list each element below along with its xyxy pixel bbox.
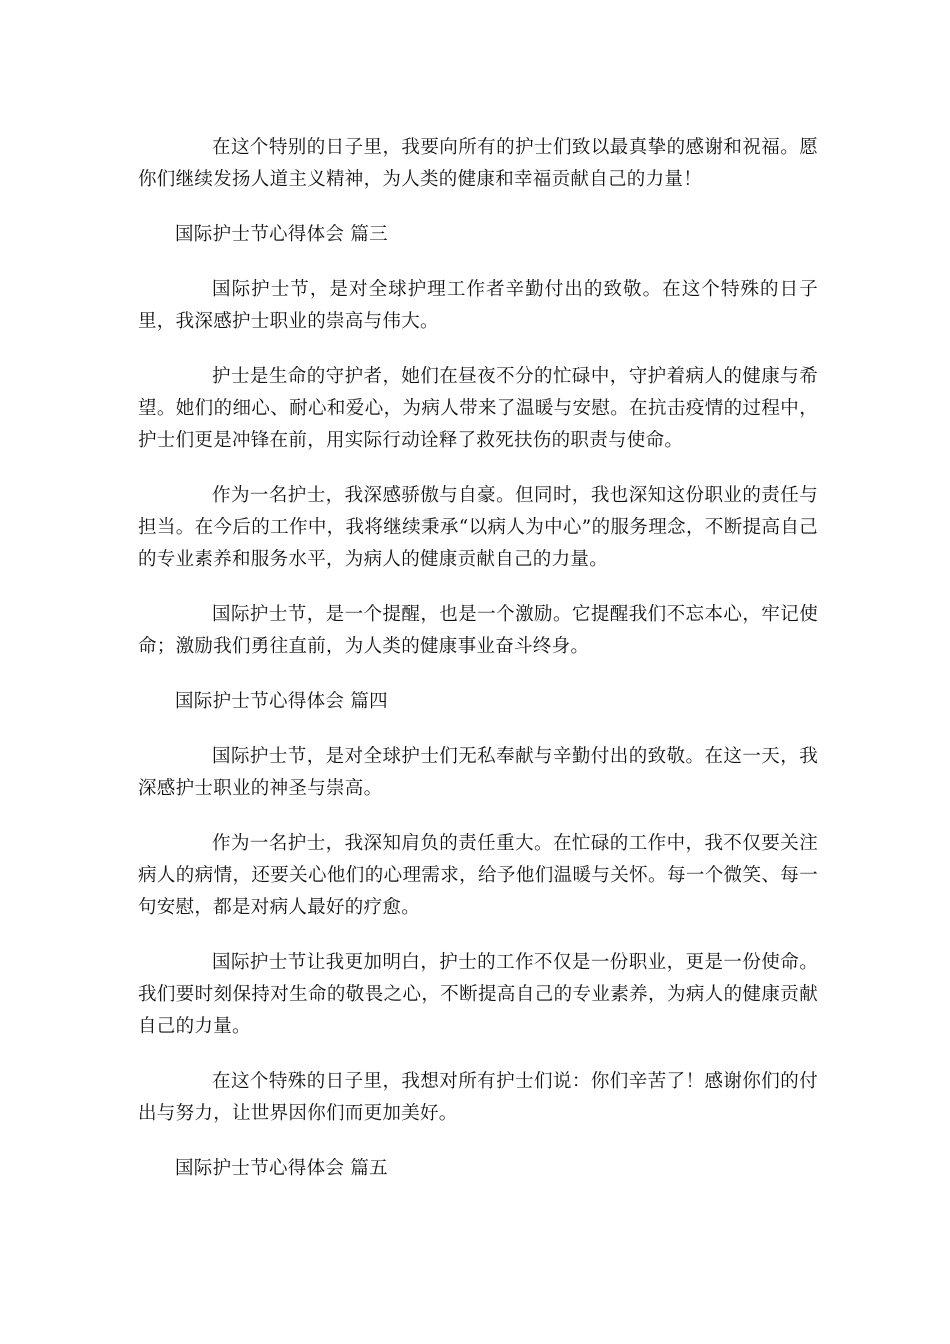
paragraph-part-four-mission: 国际护士节让我更加明白，护士的工作不仅是一份职业，更是一份使命。我们要时刻保持对生命的敬畏之心，不断提高自己的专业素养，为病人的健康贡献自己的力量。 [138,952,818,1037]
paragraph-part-four-intro: 国际护士节，是对全球护士们无私奉献与辛勤付出的致敬。在这一天，我深感护士职业的神圣与崇高。 [138,746,818,799]
paragraph-part-three-pride: 作为一名护士，我深感骄傲与自豪。但同时，我也深知这份职业的责任与担当。在今后的工作中，我将继续秉承“以病人为中心”的服务理念，不断提高自己的专业素养和服务水平，为病人的健康贡献自己的力量。 [138,485,818,570]
paragraph-part-three-reminder: 国际护士节，是一个提醒，也是一个激励。它提醒我们不忘本心，牢记使命；激励我们勇往直前，为人类的健康事业奋斗终身。 [138,604,818,657]
paragraph-part-four-thanks: 在这个特殊的日子里，我想对所有护士们说：你们辛苦了！感谢你们的付出与努力，让世界因你们而更加美好。 [138,1071,818,1124]
paragraph-closing-blessing: 在这个特别的日子里，我要向所有的护士们致以最真挚的感谢和祝福。愿你们继续发扬人道主义精神，为人类的健康和幸福贡献自己的力量！ [138,137,818,190]
section-heading-part-five: 国际护士节心得体会 篇五 [175,1158,388,1179]
document-page [138,132,818,1208]
section-heading-part-three: 国际护士节心得体会 篇三 [175,224,388,245]
paragraph-part-four-responsibility: 作为一名护士，我深知肩负的责任重大。在忙碌的工作中，我不仅要关注病人的病情，还要关心他们的心理需求，给予他们温暖与关怀。每一个微笑、每一句安慰，都是对病人最好的疗愈。 [138,833,818,918]
paragraph-part-three-guardians: 护士是生命的守护者，她们在昼夜不分的忙碌中，守护着病人的健康与希望。她们的细心、耐心和爱心，为病人带来了温暖与安慰。在抗击疫情的过程中，护士们更是冲锋在前，用实际行动诠释了救死扶伤的职责与使命。 [138,366,818,451]
section-heading-part-four: 国际护士节心得体会 篇四 [175,691,388,712]
paragraph-part-three-intro: 国际护士节，是对全球护理工作者辛勤付出的致敬。在这个特殊的日子里，我深感护士职业的崇高与伟大。 [138,279,818,332]
